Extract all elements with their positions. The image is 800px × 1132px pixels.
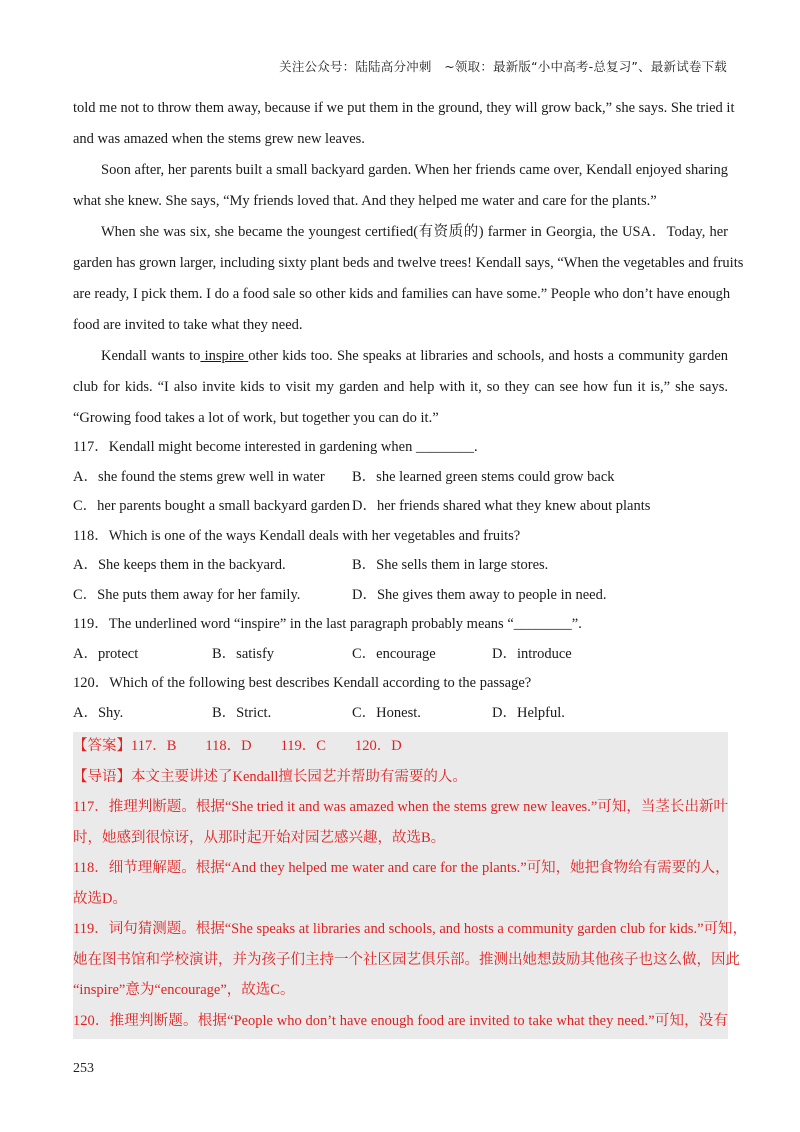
- option-d: D．Helpful.: [492, 704, 565, 721]
- explanation-line: 故选D。: [73, 890, 127, 907]
- explanation-line: 她在图书馆和学校演讲，并为孩子们主持一个社区园艺俱乐部。推测出她想鼓励其他孩子也这么做，因此: [73, 951, 740, 968]
- option-c: C．her parents bought a small backyard garden: [73, 498, 351, 514]
- page-content: [73, 96, 748, 1039]
- passage-line: what she knew. She says, “My friends loved that. And they helped me water and care for the plants.”: [73, 193, 657, 209]
- answer-key: 【答案】117．B 118．D 119．C 120．D: [73, 738, 402, 754]
- passage-line: garden has grown larger, including sixty plant beds and twelve trees! Kendall says, “When the vegetables and fruits: [73, 255, 744, 271]
- answer-guide: 【导语】本文主要讲述了Kendall擅长园艺并帮助有需要的人。: [73, 768, 467, 785]
- passage-text: other kids too. She speaks at libraries and schools, and hosts a community garden: [248, 348, 729, 364]
- option-a: A．protect: [73, 645, 139, 662]
- question-119: 119．The underlined word “inspire” in the last paragraph probably means “________”.: [73, 616, 582, 632]
- option-d: D．her friends shared what they knew about plants: [352, 498, 651, 514]
- explanation-line: 119．词句猜测题。根据“She speaks at libraries and schools, and hosts a community garden club for kids.”可知，: [73, 921, 748, 937]
- option-a: A．she found the stems grew well in water: [73, 468, 325, 485]
- option-c: C．encourage: [352, 645, 436, 662]
- passage-line: Soon after, her parents built a small backyard garden. When her friends came over, Kendall enjoyed sharing: [101, 162, 728, 178]
- passage-line: are ready, I pick them. I do a food sale so other kids and families can have some.” People who don’t have enough: [73, 286, 731, 302]
- option-c: C．Honest.: [352, 704, 421, 721]
- option-a: A．Shy.: [73, 704, 124, 721]
- passage-line: told me not to throw them away, because if we put them in the ground, they will grow back,” she says. She tried it: [73, 100, 735, 116]
- underlined-word: inspire: [200, 348, 249, 364]
- option-a: A．She keeps them in the backyard.: [73, 557, 286, 573]
- passage-line: food are invited to take what they need.: [73, 317, 303, 333]
- options-row: [73, 553, 728, 583]
- question-117: 117．Kendall might become interested in gardening when ________.: [73, 439, 478, 455]
- options-row: [73, 583, 728, 613]
- passage-line: club for kids. “I also invite kids to visit my garden and help with it, so they can see how fun it is,” she says.: [73, 379, 728, 395]
- option-d: D．introduce: [492, 645, 572, 662]
- question-120: 120．Which of the following best describes Kendall according to the passage?: [73, 675, 532, 691]
- page-header: 关注公众号：陆陆高分冲刺 ~领取：最新版“小中高考-总复习”、最新试卷下载: [279, 59, 727, 74]
- options-row: [73, 642, 728, 672]
- question-118: 118．Which is one of the ways Kendall deals with her vegetables and fruits?: [73, 527, 521, 544]
- explanation-line: 117．推理判断题。根据“She tried it and was amazed when the stems grew new leaves.”可知，当茎长出新叶: [73, 799, 728, 815]
- explanation-line: 118．细节理解题。根据“And they helped me water and care for the plants.”可知，她把食物给有需要的人，: [73, 860, 730, 876]
- answer-section: [73, 732, 748, 1039]
- questions: [73, 435, 728, 730]
- option-b: B．she learned green stems could grow back: [352, 468, 615, 485]
- options-row: [73, 494, 728, 524]
- option-d: D．She gives them away to people in need.: [352, 586, 607, 603]
- passage-line: When she was six, she became the youngest certified(有资质的) farmer in Georgia, the USA．Today, her: [101, 224, 728, 240]
- passage-text: Kendall wants to: [101, 348, 201, 364]
- explanation-line: 时，她感到很惊讶，从那时起开始对园艺感兴趣，故选B。: [73, 829, 446, 846]
- passage-line: and was amazed when the stems grew new leaves.: [73, 131, 365, 147]
- options-row: [73, 701, 728, 731]
- passage-line: “Growing food takes a lot of work, but together you can do it.”: [73, 410, 439, 426]
- option-b: B．Strict.: [212, 704, 272, 721]
- page-number: 253: [73, 1061, 94, 1076]
- explanation-line: “inspire”意为“encourage”，故选C。: [73, 982, 295, 998]
- options-row: [73, 465, 728, 495]
- passage: [73, 96, 744, 435]
- option-c: C．She puts them away for her family.: [73, 586, 301, 603]
- option-b: B．She sells them in large stores.: [352, 557, 549, 573]
- option-b: B．satisfy: [212, 645, 275, 662]
- passage-line: [73, 344, 728, 375]
- explanation-line: 120．推理判断题。根据“People who don’t have enough food are invited to take what they need.”可知，没有: [73, 1012, 728, 1029]
